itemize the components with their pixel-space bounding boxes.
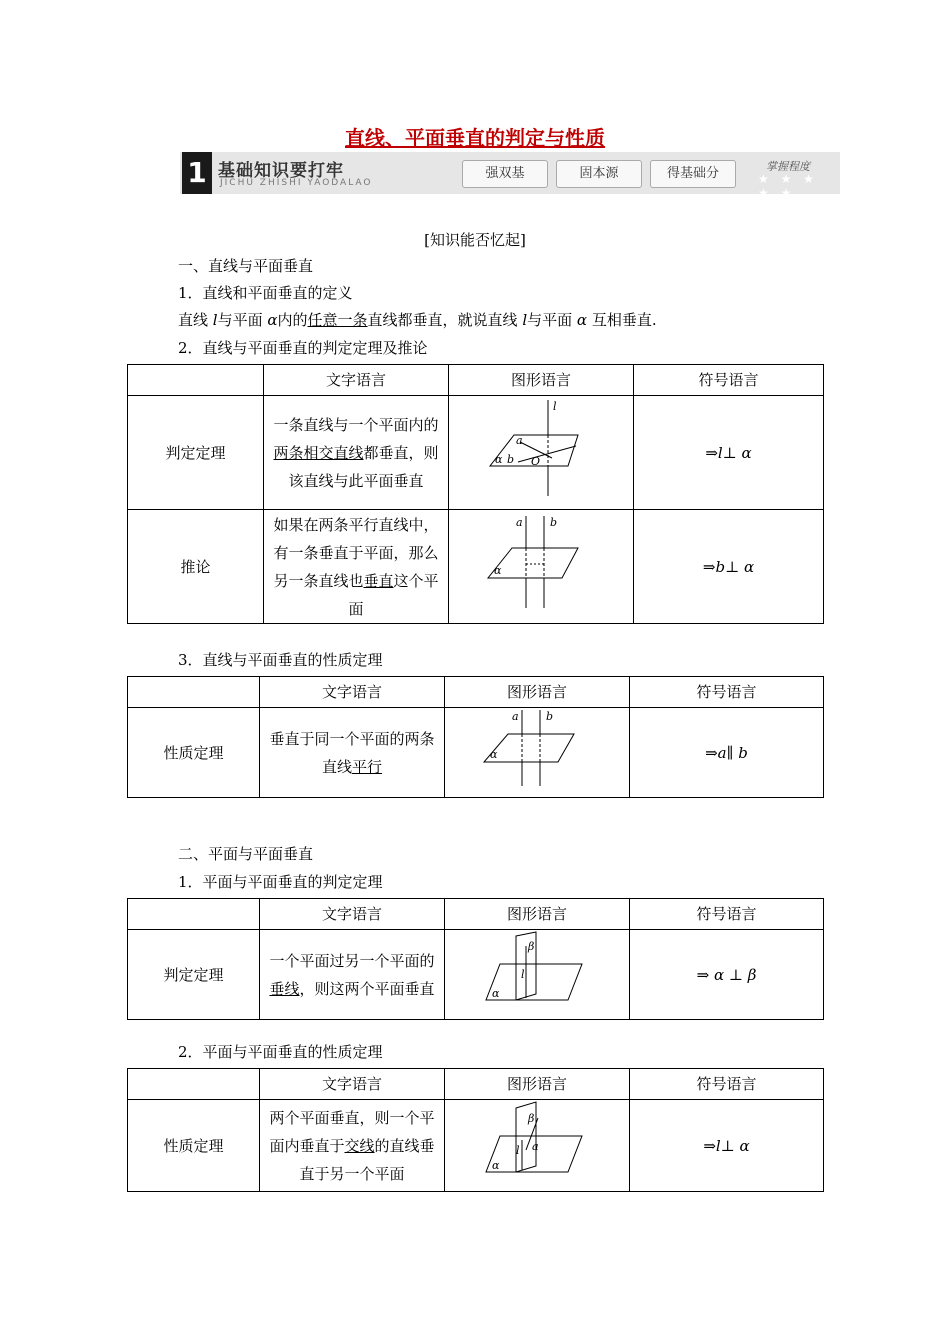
text: 如果在两条平行直线中，有一条垂直于平面，那么另一条直线也 — [273, 515, 439, 590]
blank-answer: 垂直 — [363, 571, 394, 590]
page-title: 直线、平面垂直的判定与性质 — [345, 126, 605, 150]
row-symbol — [634, 510, 824, 624]
text: 两个平面垂直，则一个平面内垂直于 — [269, 1108, 435, 1155]
text: ，则这两个平面垂直 — [299, 979, 435, 998]
row-label: 判定定理 — [128, 930, 260, 1020]
var-alpha: α — [267, 311, 278, 329]
table-header-text: 文字语言 — [260, 677, 445, 708]
fig-label-a: a — [532, 1140, 539, 1153]
row-symbol — [630, 1100, 824, 1192]
text: 与平面 — [217, 311, 268, 329]
row-text — [260, 1100, 445, 1192]
table-header-text: 文字语言 — [264, 365, 449, 396]
fig-label-a: a — [516, 434, 523, 447]
table-header-symbol: 符号语言 — [630, 677, 824, 708]
symbol-text: ⇒ α ⊥ β — [696, 965, 757, 984]
row-symbol — [630, 930, 824, 1020]
figure-line-perp-plane — [486, 398, 596, 498]
table-header-empty — [128, 365, 264, 396]
symbol-text: ⇒l⊥ α — [703, 1136, 750, 1155]
recall-heading: [知识能否忆起] — [424, 231, 526, 249]
mastery-label: 掌握程度 — [766, 160, 810, 173]
row-label: 性质定理 — [128, 708, 260, 798]
var-l: l — [212, 311, 218, 329]
s2-heading: 二、平面与平面垂直 — [178, 845, 314, 863]
banner-button-gubenyuan[interactable]: 固本源 — [556, 160, 642, 188]
row-figure — [445, 708, 630, 798]
row-symbol — [634, 396, 824, 510]
figure-perp-planes — [482, 930, 592, 1010]
row-label: 推论 — [128, 510, 264, 624]
fig-label-beta: β — [528, 940, 535, 953]
s2-judge-heading: 1．平面与平面垂直的判定定理 — [178, 873, 383, 891]
fig-label-alpha: α — [490, 748, 498, 761]
text: 一个平面过另一个平面的 — [269, 951, 435, 970]
figure-two-perp-lines — [482, 708, 592, 788]
blank-answer: 交线 — [344, 1136, 375, 1155]
row-text — [264, 396, 449, 510]
var-alpha: α — [576, 311, 588, 329]
text: 一条直线与一个平面内的 — [273, 415, 439, 434]
table-header-symbol: 符号语言 — [630, 1069, 824, 1100]
text: 垂直于同一个平面的两条直线 — [269, 729, 435, 776]
table-line-plane-property — [127, 676, 824, 798]
figure-perp-planes-intersection — [482, 1100, 592, 1182]
section-banner — [180, 152, 840, 200]
s1-property-heading: 3．直线与平面垂直的性质定理 — [178, 651, 383, 669]
table-header-figure: 图形语言 — [445, 899, 630, 930]
text: 的直线垂直于另一个平面 — [299, 1136, 435, 1183]
fig-label-l: l — [521, 968, 525, 981]
blank-answer: 两条相交直线 — [273, 443, 364, 462]
fig-label-a: a — [512, 710, 519, 723]
table-plane-plane-property — [127, 1068, 824, 1192]
var-l: l — [522, 311, 528, 329]
table-header-empty — [128, 677, 260, 708]
row-figure — [445, 1100, 630, 1192]
s1-definition — [178, 309, 657, 330]
blank-answer: 任意一条 — [307, 311, 368, 329]
symbol-text: ⇒a∥ b — [705, 743, 748, 762]
text: 直线 — [178, 311, 213, 329]
table-header-figure: 图形语言 — [449, 365, 634, 396]
text: 互相垂直. — [587, 311, 657, 329]
banner-title: 基础知识要打牢 — [218, 161, 344, 181]
table-header-empty — [128, 1069, 260, 1100]
mastery-stars: ★ ★ ★ ★ ★ — [758, 172, 818, 200]
row-symbol — [630, 708, 824, 798]
banner-pinyin: JICHU ZHISHI YAODALAO — [220, 178, 373, 188]
blank-answer: 平行 — [352, 757, 383, 776]
text: 内的 — [277, 311, 308, 329]
table-header-empty — [128, 899, 260, 930]
table-header-figure: 图形语言 — [445, 677, 630, 708]
symbol-text: ⇒l⊥ α — [705, 443, 752, 462]
fig-label-alpha: α — [492, 987, 500, 1000]
fig-label-O: O — [531, 455, 541, 468]
s1-theorem-heading: 2．直线与平面垂直的判定定理及推论 — [178, 339, 428, 357]
fig-label-alpha: α — [492, 1159, 500, 1172]
table-header-figure: 图形语言 — [445, 1069, 630, 1100]
s2-property-heading: 2．平面与平面垂直的性质定理 — [178, 1043, 383, 1061]
table-line-plane-judgement — [127, 364, 824, 624]
banner-button-qiangshuangji[interactable]: 强双基 — [462, 160, 548, 188]
row-figure — [449, 510, 634, 624]
table-header-symbol: 符号语言 — [634, 365, 824, 396]
text: 都垂直，则该直线与此平面垂直 — [288, 443, 439, 490]
s1-def-heading: 1．直线和平面垂直的定义 — [178, 284, 353, 302]
row-text — [264, 510, 449, 624]
blank-answer: 垂线 — [269, 979, 300, 998]
banner-button-dejichufen[interactable]: 得基础分 — [650, 160, 736, 188]
row-label: 判定定理 — [128, 396, 264, 510]
fig-label-b: b — [507, 453, 515, 466]
fig-label-alpha: α — [495, 453, 503, 466]
row-figure — [449, 396, 634, 510]
s1-heading: 一、直线与平面垂直 — [178, 257, 314, 275]
table-header-text: 文字语言 — [260, 899, 445, 930]
figure-parallel-lines-plane — [486, 512, 596, 612]
text: 直线都垂直，就说直线 — [367, 311, 523, 329]
table-header-symbol: 符号语言 — [630, 899, 824, 930]
row-text — [260, 708, 445, 798]
row-label: 性质定理 — [128, 1100, 260, 1192]
fig-label-b: b — [546, 710, 554, 723]
row-text — [260, 930, 445, 1020]
fig-label-a: a — [516, 516, 523, 529]
row-figure — [445, 930, 630, 1020]
fig-label-beta: β — [528, 1112, 535, 1125]
fig-label-alpha: α — [494, 564, 502, 577]
symbol-text: ⇒b⊥ α — [702, 557, 755, 576]
table-plane-plane-judgement — [127, 898, 824, 1020]
fig-label-b: b — [550, 516, 558, 529]
banner-number: 1 — [182, 152, 212, 194]
fig-label-l: l — [516, 1144, 520, 1157]
fig-label-l: l — [553, 400, 557, 413]
text: 这个平面 — [348, 571, 439, 618]
table-header-text: 文字语言 — [260, 1069, 445, 1100]
text: 与平面 — [527, 311, 577, 329]
